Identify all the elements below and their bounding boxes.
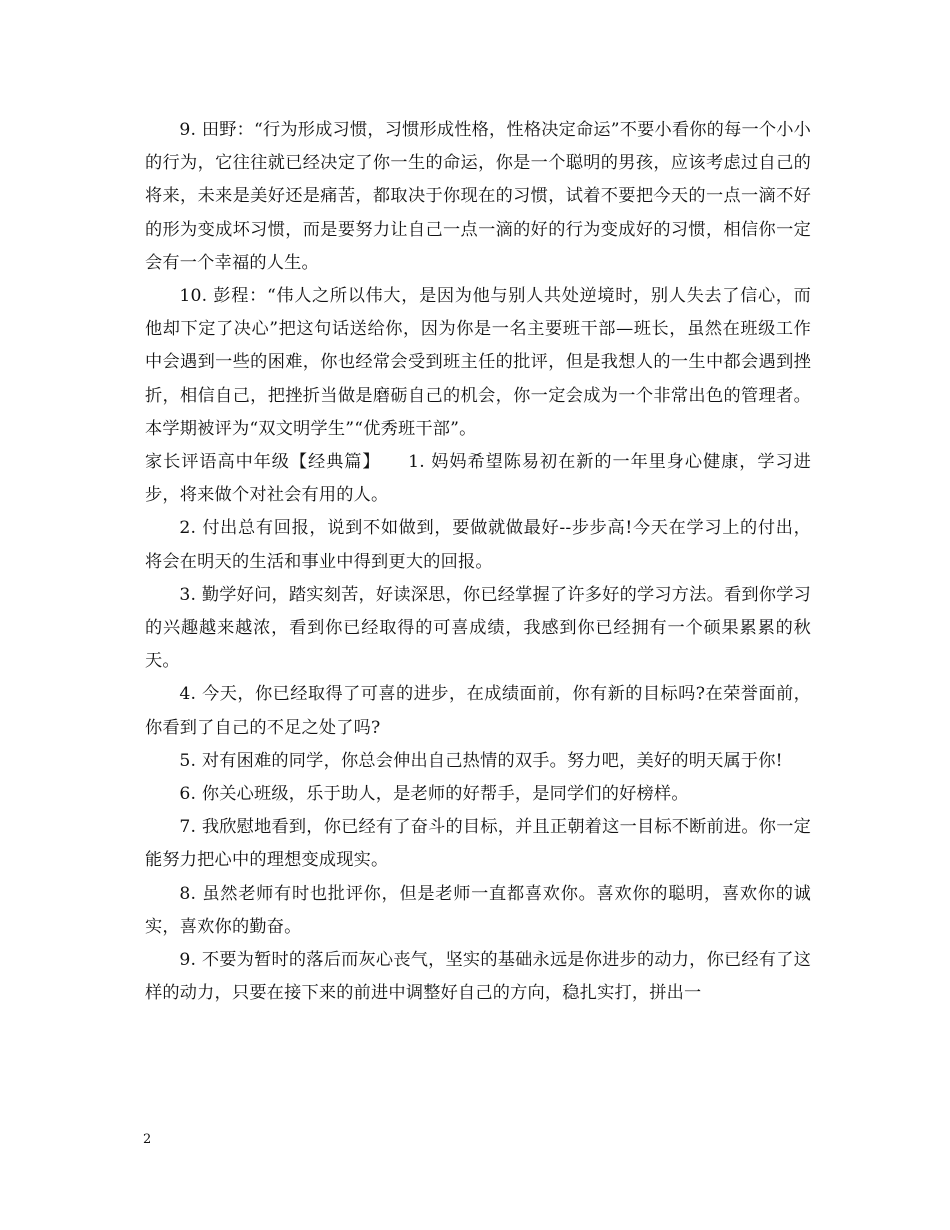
- paragraph-comment-9: 9. 不要为暂时的落后而灰心丧气，坚实的基础永远是你进步的动力，你已经有了这样的动力，只要在接下来的前进中调整好自己的方向，稳扎实打，拼出一: [145, 950, 811, 1004]
- paragraph-comment-5: 5. 对有困难的同学，你总会伸出自己热情的双手。努力吧，美好的明天属于你!: [179, 750, 783, 771]
- paragraph-comment-3: 3. 勤学好问，踏实刻苦，好读深思，你已经掌握了许多好的学习方法。看到你学习的兴趣越来越浓，看到你已经取得的可喜成绩，我感到你已经拥有一个硕果累累的秋天。: [145, 584, 811, 672]
- document-body: [145, 114, 811, 1010]
- page-number: 2: [143, 1132, 152, 1147]
- paragraph-comment-2: 2. 付出总有回报，说到不如做到，要做就做最好--步步高!今天在学习上的付出，将会在明天的生活和事业中得到更大的回报。: [145, 518, 811, 572]
- paragraph-comment-8: 8. 虽然老师有时也批评你，但是老师一直都喜欢你。喜欢你的聪明，喜欢你的诚实，喜欢你的勤奋。: [145, 883, 811, 937]
- paragraph-section-heading-parent-comments: 家长评语高中年级【经典篇】 1. 妈妈希望陈易初在新的一年里身心健康，学习进步，将来做个对社会有用的人。: [145, 452, 811, 506]
- paragraph-comment-10-pengcheng: 10. 彭程：“伟人之所以伟大，是因为他与别人共处逆境时，别人失去了信心，而他却下定了决心”把这句话送给你，因为你是一名主要班干部—班长，虽然在班级工作中会遇到一些的困难，你也经常会受到班主任的批评，但是我想人的一生中都会遇到挫折，相信自己，把挫折当做是磨砺自己的机会，你一定会成为一个非常出色的管理者。本学期被评为“双文明学生”“优秀班干部”。: [145, 286, 811, 439]
- paragraph-comment-6: 6. 你关心班级，乐于助人，是老师的好帮手，是同学们的好榜样。: [179, 784, 689, 805]
- paragraph-comment-9-tianye: 9. 田野：“行为形成习惯，习惯形成性格，性格决定命运”不要小看你的每一个小小的行为，它往往就已经决定了你一生的命运，你是一个聪明的男孩，应该考虑过自己的将来，未来是美好还是痛苦，都取决于你现在的习惯，试着不要把今天的一点一滴不好的形为变成坏习惯，而是要努力让自己一点一滴的好的行为变成好的习惯，相信你一定会有一个幸福的人生。: [145, 120, 812, 273]
- paragraph-comment-7: 7. 我欣慰地看到，你已经有了奋斗的目标，并且正朝着这一目标不断前进。你一定能努力把心中的理想变成现实。: [145, 817, 811, 871]
- paragraph-comment-4: 4. 今天，你已经取得了可喜的进步，在成绩面前，你有新的目标吗?在荣誉面前，你看到了自己的不足之处了吗?: [145, 684, 811, 738]
